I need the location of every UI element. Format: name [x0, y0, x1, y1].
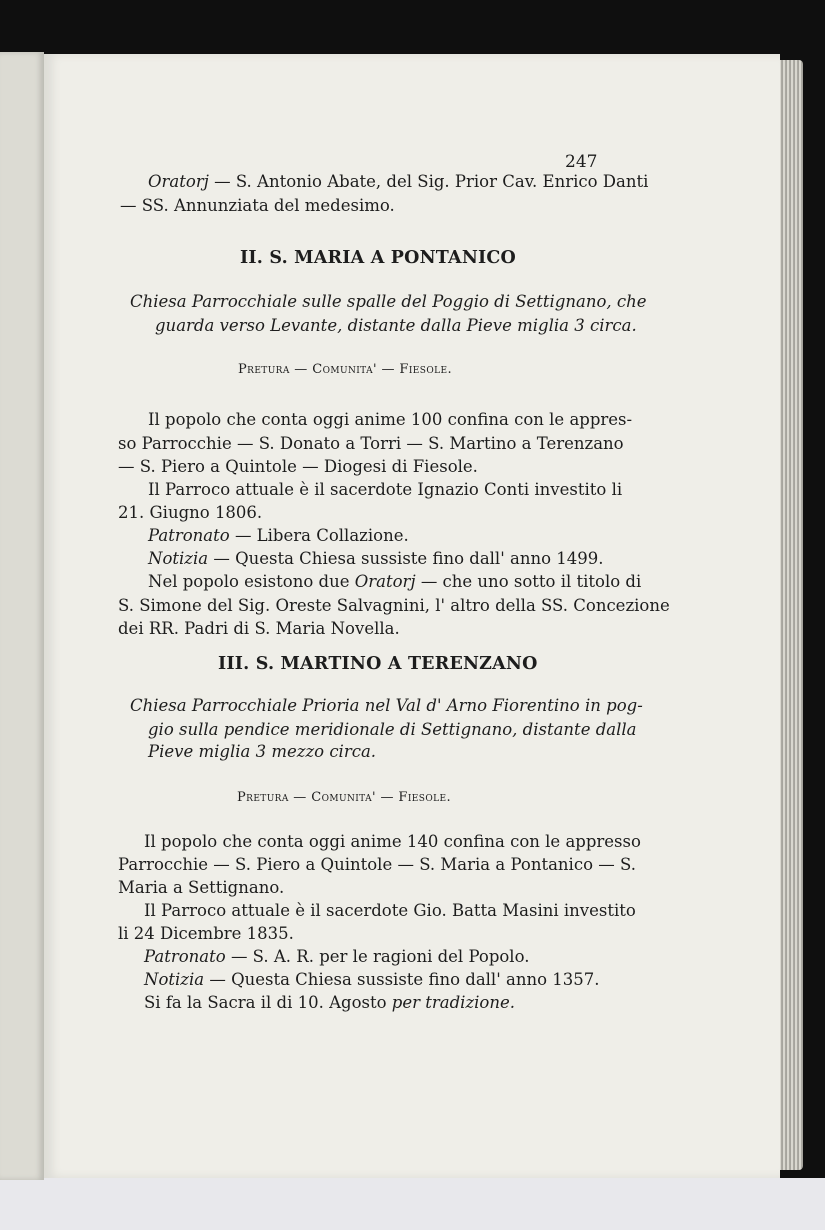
- patronato-text: — S. A. R. per le ragioni del Popolo.: [230, 947, 530, 966]
- pretura-line: Pretura — Comunita' — Fiesole.: [237, 790, 451, 805]
- parroco-line: 21. Giugno 1806.: [118, 503, 263, 522]
- notizia-text: — Questa Chiesa sussiste fino dall' anno 1499.: [213, 549, 604, 568]
- pretura-line: Pretura — Comunita' — Fiesole.: [238, 362, 452, 377]
- popolo-line: — S. Piero a Quintole — Diogesi di Fiesole.: [118, 457, 478, 476]
- notizia-line: [148, 549, 604, 569]
- description-line: guarda verso Levante, distante dalla Pieve miglia 3 circa.: [155, 316, 637, 335]
- description-line: Pieve miglia 3 mezzo circa.: [148, 742, 377, 761]
- oratorj-note-line: [148, 572, 641, 592]
- left-page-edge: [0, 52, 44, 1180]
- parroco-line: Il Parroco attuale è il sacerdote Ignazio Conti investito li: [148, 480, 623, 499]
- extra-post: — che uno sotto il titolo di: [420, 572, 642, 591]
- page-number: 247: [565, 152, 598, 172]
- patronato-line: [148, 526, 409, 546]
- extra-italic: Oratorj: [354, 572, 416, 591]
- patronato-label: Patronato: [144, 947, 226, 966]
- popolo-line: Il popolo che conta oggi anime 100 confina con le appres-: [148, 410, 633, 429]
- book-page: [44, 54, 780, 1178]
- description-line: Chiesa Parrocchiale sulle spalle del Poggio di Settignano, che: [130, 292, 647, 311]
- patronato-label: Patronato: [148, 526, 230, 545]
- popolo-line: so Parrocchie — S. Donato a Torri — S. Martino a Terenzano: [118, 434, 624, 453]
- notizia-line: [144, 970, 600, 990]
- patronato-text: — Libera Collazione.: [234, 526, 409, 545]
- parroco-line: Il Parroco attuale è il sacerdote Gio. Batta Masini investito: [144, 901, 636, 920]
- oratorj-line-2: — SS. Annunziata del medesimo.: [120, 196, 395, 215]
- popolo-line: Maria a Settignano.: [118, 878, 285, 897]
- popolo-line: Il popolo che conta oggi anime 140 confina con le appresso: [144, 832, 641, 851]
- section-heading-terenzano: III. S. MARTINO A TERENZANO: [218, 654, 538, 674]
- extra-pre: Nel popolo esistono due: [148, 572, 350, 591]
- popolo-line: Parrocchie — S. Piero a Quintole — S. Maria a Pontanico — S.: [118, 855, 636, 874]
- oratorj-note-line: S. Simone del Sig. Oreste Salvagnini, l' altro della SS. Concezione: [118, 596, 670, 615]
- sacra-text: Si fa la Sacra il di 10. Agosto: [144, 993, 387, 1012]
- description-line: Chiesa Parrocchiale Prioria nel Val d' Arno Fiorentino in pog-: [130, 696, 643, 715]
- section-heading-pontanico: II. S. MARIA A PONTANICO: [240, 248, 516, 268]
- notizia-text: — Questa Chiesa sussiste fino dall' anno 1357.: [209, 970, 600, 989]
- sacra-line: [144, 993, 515, 1013]
- table-surface: [0, 1178, 825, 1230]
- sacra-italic: per tradizione.: [391, 993, 515, 1012]
- notizia-label: Notizia: [144, 970, 205, 989]
- oratorj-line-1: [148, 172, 648, 192]
- oratorj-note-line: dei RR. Padri di S. Maria Novella.: [118, 619, 400, 638]
- description-line: gio sulla pendice meridionale di Settignano, distante dalla: [148, 720, 637, 739]
- parroco-line: li 24 Dicembre 1835.: [118, 924, 294, 943]
- notizia-label: Notizia: [148, 549, 209, 568]
- patronato-line: [144, 947, 529, 967]
- oratorj-label: Oratorj: [148, 172, 209, 191]
- oratorj-text: — S. Antonio Abate, del Sig. Prior Cav. Enrico Danti: [214, 172, 649, 191]
